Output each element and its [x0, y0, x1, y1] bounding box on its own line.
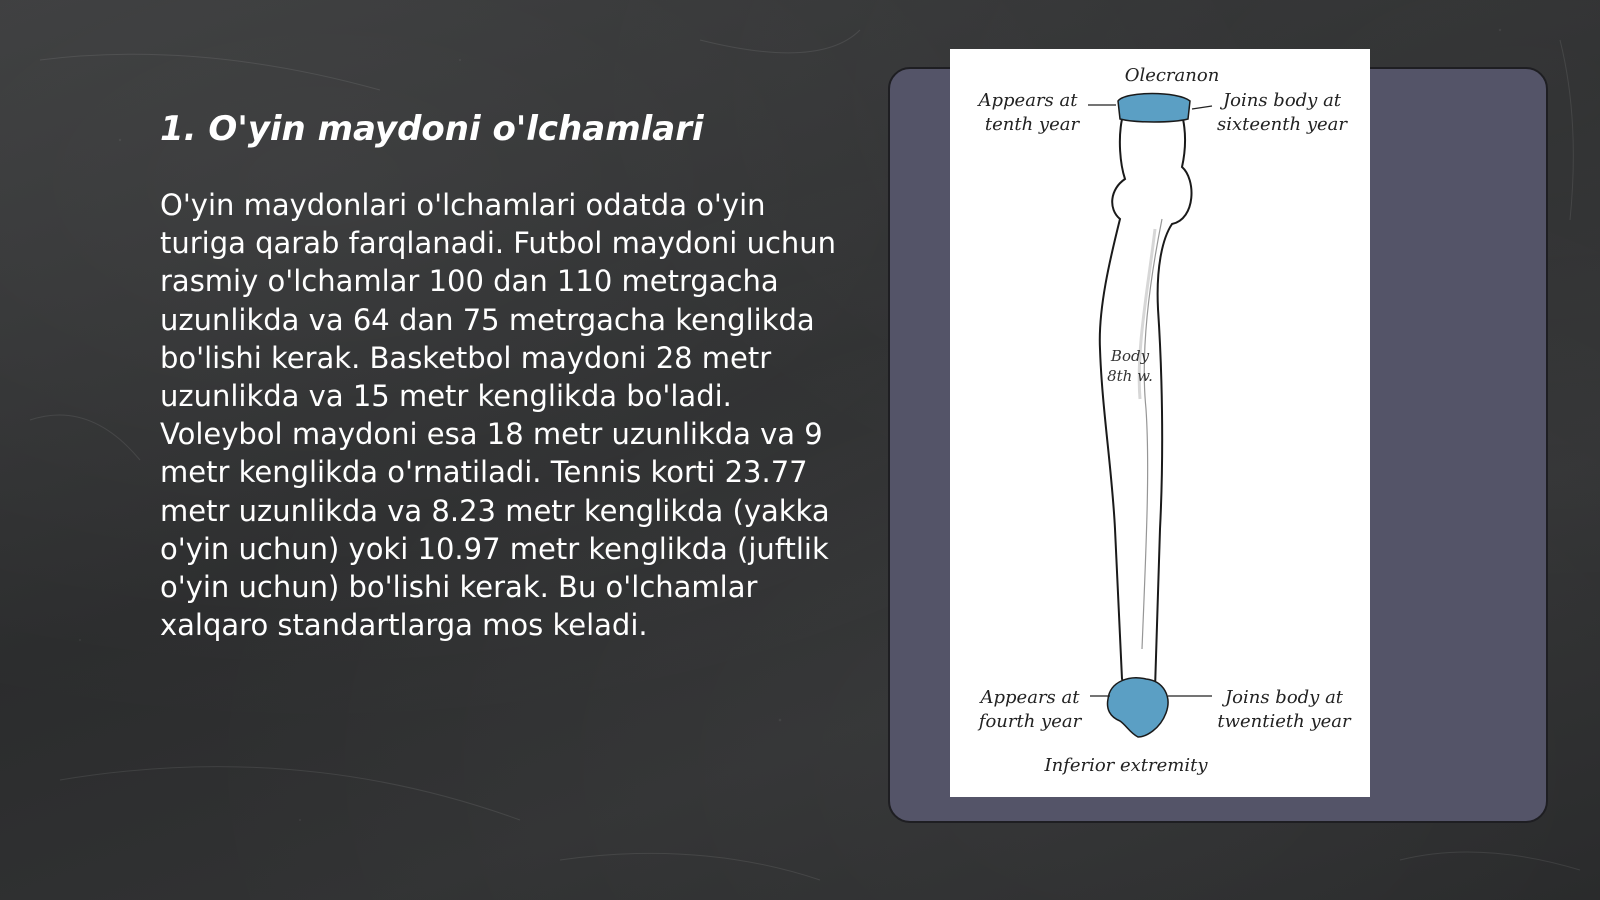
- label-bottom-right-2: twentieth year: [1217, 711, 1351, 732]
- label-top-left-1: Appears at: [978, 90, 1078, 111]
- label-top-left-2: tenth year: [984, 114, 1080, 135]
- slide-body-text: O'yin maydonlari o'lchamlari odatda o'yin turiga qarab farqlanadi. Futbol maydoni uchun rasmiy o'lchamlar 100 dan 110 metrgacha uzunlikda va 64 dan 75 metrgacha kenglikda bo'lishi kerak. Basketbol maydoni 28 metr uzunlikda va 15 metr kenglikda bo'ladi. Voleybol maydoni esa 18 metr uzunlikda va 9 metr kenglikda o'rnatiladi. Tennis korti 23.77 metr uzunlikda va 8.23 metr kenglikda (yakka o'yin uchun) yoki 10.97 metr kenglikda (juftlik o'yin uchun) bo'lishi kerak. Bu o'lchamlar xalqaro standartlarga mos keladi.: [160, 188, 837, 643]
- label-olecranon: Olecranon: [1124, 65, 1220, 86]
- label-bottom-left-2: fourth year: [978, 711, 1082, 732]
- label-inferior-extremity: Inferior extremity: [1044, 755, 1208, 776]
- upper-epiphysis: [1118, 94, 1190, 123]
- slide-title: 1. O'yin maydoni o'lchamlari: [160, 109, 704, 149]
- lower-epiphysis: [1108, 678, 1168, 737]
- leader-top-right: [1192, 106, 1212, 109]
- ulna-ossification-figure: [950, 49, 1370, 797]
- label-bottom-right-1: Joins body at: [1224, 687, 1344, 708]
- label-body: Body: [1110, 347, 1150, 365]
- label-top-right-1: Joins body at: [1222, 90, 1342, 111]
- label-top-right-2: sixteenth year: [1217, 114, 1347, 135]
- ulna-illustration: [950, 49, 1370, 797]
- label-body-week: 8th w.: [1107, 367, 1153, 385]
- label-bottom-left-1: Appears at: [980, 687, 1080, 708]
